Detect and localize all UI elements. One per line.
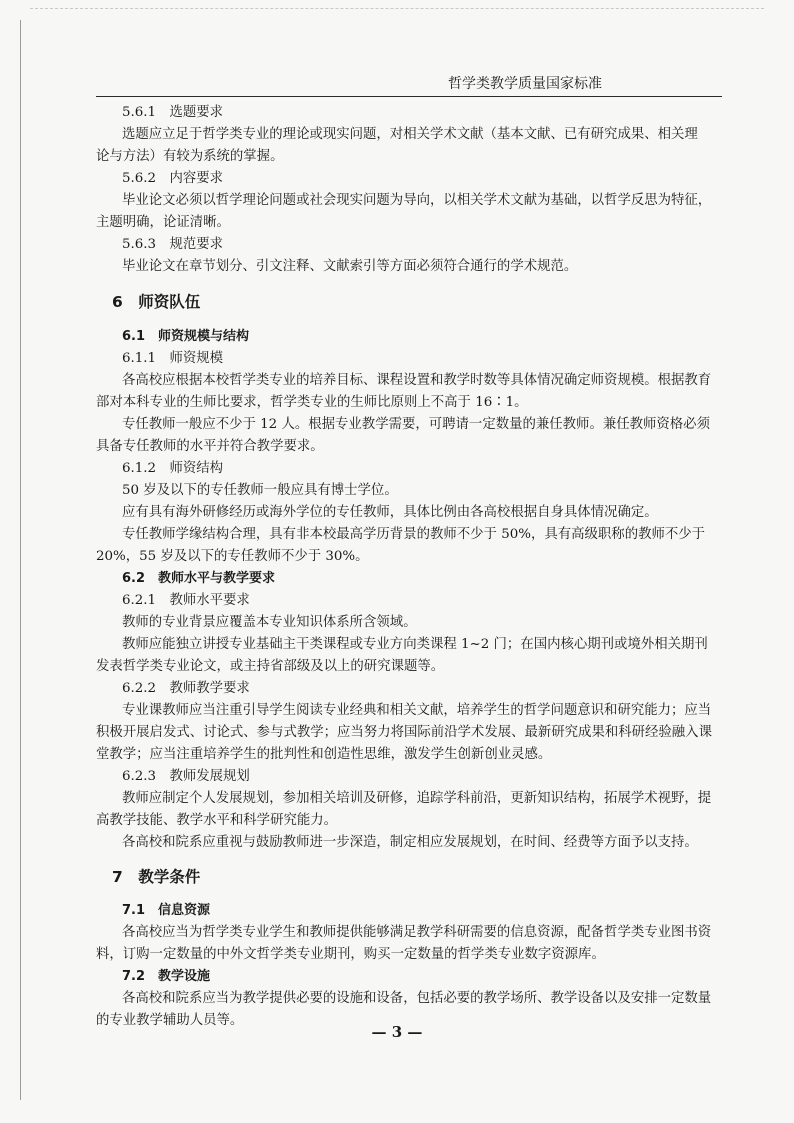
paragraph-line: 的专业教学辅助人员等。 (96, 1013, 244, 1028)
section-heading-6: 6 师资队伍 (112, 293, 201, 311)
paragraph-line: 选题应立足于哲学类专业的理论或现实问题，对相关学术文献（基本文献、已有研究成果、相关理 (122, 127, 698, 142)
paragraph-line: 发表哲学类专业论文，或主持省部级及以上的研究课题等。 (96, 659, 445, 674)
subsection-5-6-2: 5.6.2 内容要求 (122, 171, 224, 186)
subsection-6-2-2: 6.2.2 教师教学要求 (122, 681, 250, 696)
paragraph-line: 部对本科专业的生师比要求，哲学类专业的生师比原则上不高于 16∶1。 (96, 395, 528, 410)
subsection-6-1-1: 6.1.1 师资规模 (122, 351, 224, 366)
paragraph-line: 应有具有海外研修经历或海外学位的专任教师，具体比例由各高校根据自身具体情况确定。 (122, 505, 658, 520)
paragraph-line: 专任教师一般应不少于 12 人。根据专业教学需要，可聘请一定数量的兼任教师。兼任教师资格必须 (122, 417, 710, 432)
paragraph-line: 高教学技能、教学水平和科学研究能力。 (96, 813, 338, 828)
subsection-5-6-1: 5.6.1 选题要求 (122, 105, 224, 120)
section-heading-7-2: 7.2 教学设施 (122, 969, 211, 984)
page-number: — 3 — (371, 1023, 423, 1041)
paragraph-line: 料，订购一定数量的中外文哲学类专业期刊，购买一定数量的哲学类专业数字资源库。 (96, 947, 605, 962)
section-heading-6-2: 6.2 教师水平与教学要求 (122, 571, 276, 586)
scan-top-edge (30, 8, 764, 9)
paragraph-line: 教师应能独立讲授专业基础主干类课程或专业方向类课程 1~2 门；在国内核心期刊或境外相关期刊 (122, 637, 708, 652)
subsection-5-6-3: 5.6.3 规范要求 (122, 237, 224, 252)
paragraph-line: 专任教师学缘结构合理，具有非本校最高学历背景的教师不少于 50%，具有高级职称的教师不少于 (122, 527, 706, 542)
header-title: 哲学类教学质量国家标准 (448, 76, 602, 92)
paragraph-line: 教师的专业背景应覆盖本专业知识体系所含领域。 (122, 615, 417, 630)
paragraph-line: 毕业论文在章节划分、引文注释、文献索引等方面必须符合通行的学术规范。 (122, 259, 578, 274)
paragraph-line: 专业课教师应当注重引导学生阅读专业经典和相关文献，培养学生的哲学问题意识和研究能力；应当 (122, 703, 712, 718)
section-heading-7: 7 教学条件 (112, 868, 201, 886)
paragraph-line: 论与方法）有较为系统的掌握。 (96, 149, 284, 164)
section-heading-7-1: 7.1 信息资源 (122, 903, 211, 918)
section-heading-6-1: 6.1 师资规模与结构 (122, 329, 250, 344)
paragraph-line: 教师应制定个人发展规划，参加相关培训及研修，追踪学科前沿，更新知识结构，拓展学术视野，提 (122, 791, 712, 806)
scan-edge-line (20, 20, 21, 1100)
paragraph-line: 具备专任教师的水平并符合教学要求。 (96, 439, 324, 454)
paragraph-line: 各高校应当为哲学类专业学生和教师提供能够满足教学科研需要的信息资源，配备哲学类专业图书资 (122, 925, 712, 940)
paragraph-line: 主题明确，论证清晰。 (96, 215, 230, 230)
paragraph-line: 积极开展启发式、讨论式、参与式教学；应当努力将国际前沿学术发展、最新研究成果和科研经验融入课 (96, 725, 712, 740)
running-header (96, 74, 722, 97)
subsection-6-1-2: 6.1.2 师资结构 (122, 461, 224, 476)
paragraph-line: 各高校和院系应当为教学提供必要的设施和设备，包括必要的教学场所、教学设备以及安排一定数量 (122, 991, 712, 1006)
paragraph-line: 50 岁及以下的专任教师一般应具有博士学位。 (122, 483, 398, 498)
subsection-6-2-3: 6.2.3 教师发展规划 (122, 769, 250, 784)
subsection-6-2-1: 6.2.1 教师水平要求 (122, 593, 250, 608)
paragraph-line: 各高校应根据本校哲学类专业的培养目标、课程设置和教学时数等具体情况确定师资规模。根据教育 (122, 373, 712, 388)
paragraph-line: 堂教学；应当注重培养学生的批判性和创造性思维，激发学生创新创业灵感。 (96, 747, 552, 762)
paragraph-line: 各高校和院系应重视与鼓励教师进一步深造，制定相应发展规划，在时间、经费等方面予以支持。 (122, 835, 698, 850)
paragraph-line: 20%，55 岁及以下的专任教师不少于 30%。 (96, 549, 369, 564)
paragraph-line: 毕业论文必须以哲学理论问题或社会现实问题为导向，以相关学术文献为基础，以哲学反思为特征， (122, 193, 712, 208)
